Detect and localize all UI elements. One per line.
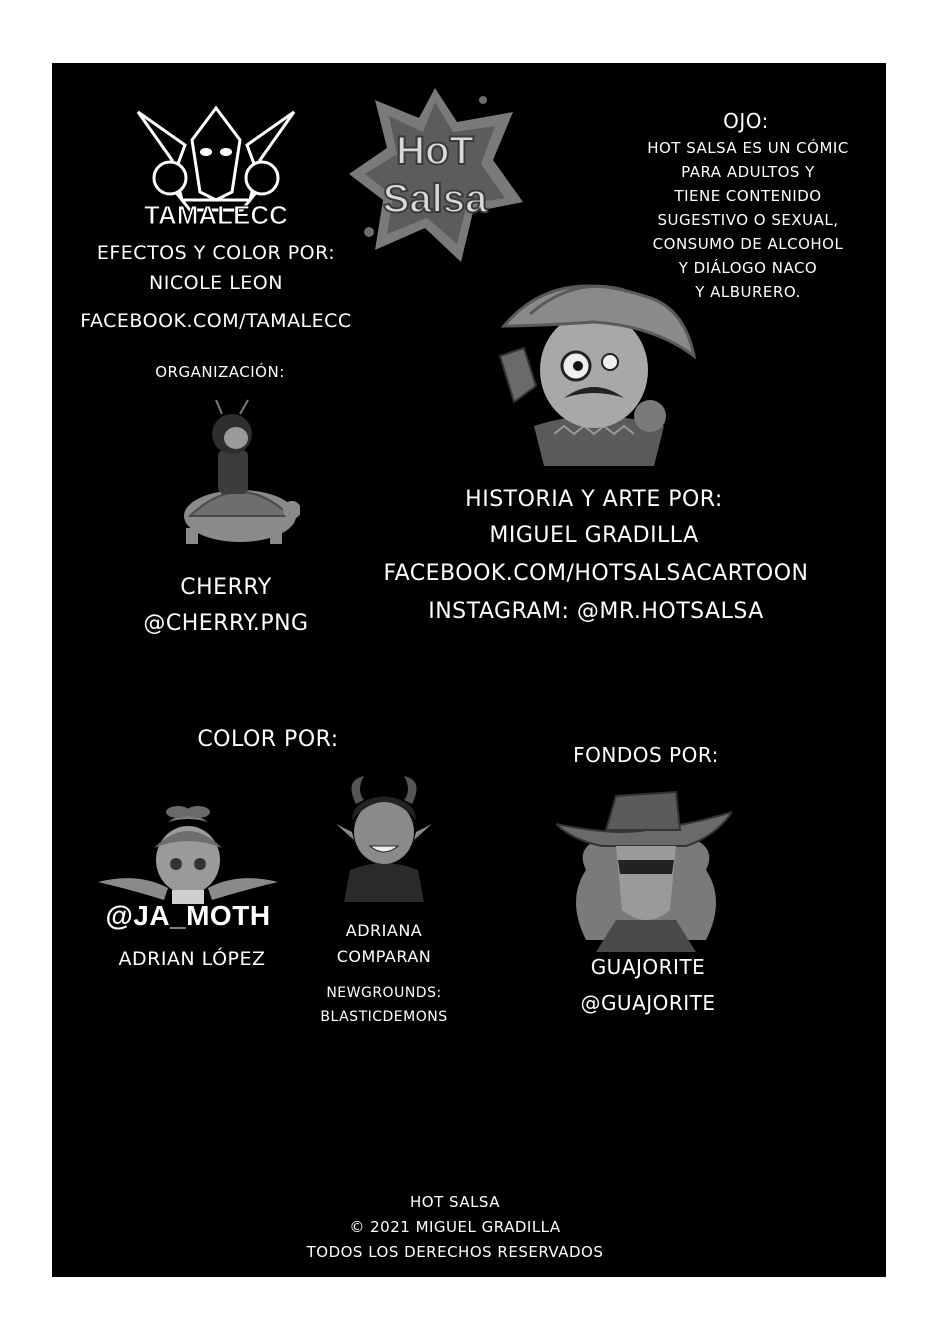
- warning-line-6: Y DIÁLOGO NACO: [678, 259, 818, 277]
- story-name: MIGUEL GRADILLA: [489, 523, 699, 548]
- story-instagram-handle: INSTAGRAM: @MR.HOTSALSA: [428, 599, 764, 624]
- adriana-handle: BLASTICDEMONS: [320, 1009, 448, 1025]
- ja-moth-name: ADRIAN LÓPEZ: [118, 948, 266, 970]
- hot-salsa-logo: [345, 82, 525, 267]
- effects-heading: EFECTOS Y COLOR POR:: [96, 242, 336, 264]
- guajorite-illustration: [556, 790, 732, 952]
- hot-salsa-logo-line2: Salsa: [382, 177, 488, 221]
- color-heading: COLOR POR:: [197, 727, 339, 752]
- adriana-illustration: [334, 770, 434, 902]
- story-heading: HISTORIA Y ARTE POR:: [465, 487, 723, 512]
- ja-moth-illustration: [98, 804, 278, 904]
- warning-line-5: CONSUMO DE ALCOHOL: [652, 235, 844, 253]
- warning-line-2: PARA ADULTOS Y: [681, 163, 815, 181]
- adriana-site: NEWGROUNDS:: [326, 985, 442, 1001]
- tamalecc-logo-text: TAMALECC: [144, 200, 288, 230]
- story-facebook-link: FACEBOOK.COM/HOTSALSACARTOON: [383, 561, 809, 586]
- footer-rights: TODOS LOS DERECHOS RESERVADOS: [306, 1243, 604, 1261]
- organization-handle: @CHERRY.PNG: [143, 611, 309, 636]
- warning-line-1: HOT SALSA ES UN CÓMIC: [647, 139, 849, 157]
- adriana-name-line-2: COMPARAN: [336, 947, 432, 966]
- organization-heading: ORGANIZACIÓN:: [155, 363, 285, 381]
- backgrounds-heading: FONDOS POR:: [573, 743, 719, 767]
- effects-name: NICOLE LEON: [149, 272, 283, 294]
- cherry-illustration: [160, 398, 300, 548]
- backgrounds-name: GUAJORITE: [590, 955, 706, 979]
- adriana-name-line-1: ADRIANA: [345, 921, 423, 940]
- hot-salsa-logo-line1: HoT: [396, 129, 474, 173]
- warning-line-4: SUGESTIVO O SEXUAL,: [657, 211, 839, 229]
- warning-line-7: Y ALBURERO.: [695, 283, 801, 301]
- miguel-illustration: [494, 266, 700, 466]
- effects-link: FACEBOOK.COM/TAMALECC: [80, 310, 352, 332]
- footer-title: HOT SALSA: [410, 1193, 500, 1211]
- backgrounds-handle: @GUAJORITE: [580, 991, 716, 1015]
- organization-name: CHERRY: [180, 575, 272, 600]
- warning-line-3: TIENE CONTENIDO: [674, 187, 822, 205]
- warning-title: OJO:: [723, 109, 769, 133]
- ja-moth-handle: @JA_MOTH: [105, 900, 271, 931]
- tamalecc-logo: [130, 100, 302, 230]
- footer-copyright: © 2021 MIGUEL GRADILLA: [349, 1218, 561, 1236]
